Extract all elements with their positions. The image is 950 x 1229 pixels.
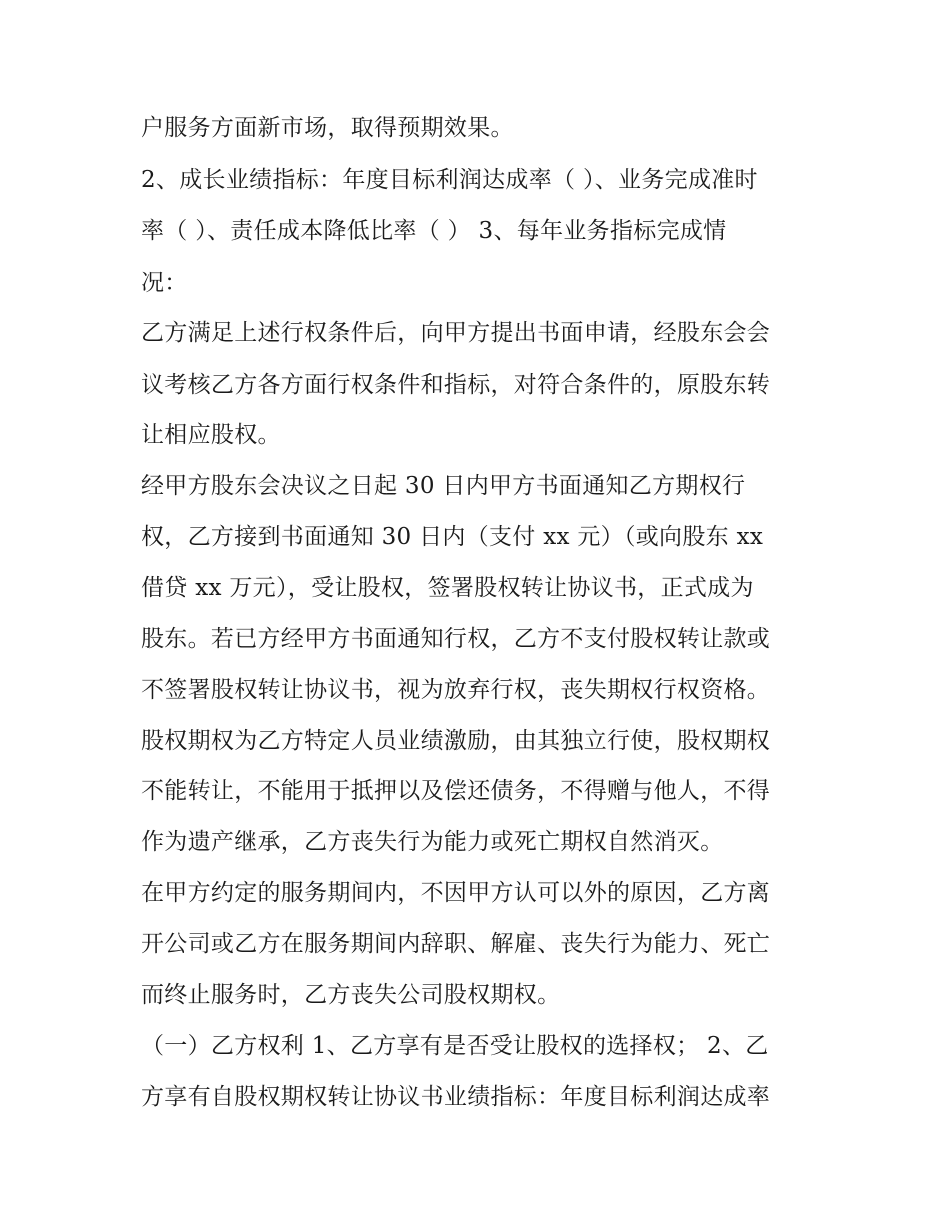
text-line: 让相应股权。 bbox=[141, 422, 281, 448]
text-line: 户服务方面新市场，取得预期效果。 bbox=[141, 115, 514, 141]
text-line: 借贷 xx 万元），受让股权，签署股权转让协议书，正式成为 bbox=[141, 575, 754, 601]
text-line: 在甲方约定的服务期间内，不因甲方认可以外的原因，乙方离 bbox=[141, 880, 771, 906]
text-line: 作为遗产继承，乙方丧失行为能力或死亡期权自然消灭。 bbox=[141, 829, 724, 855]
text-line: 率（ ）、责任成本降低比率（ ） 3、每年业务指标完成情 bbox=[141, 218, 727, 244]
text-line: 而终止服务时，乙方丧失公司股权期权。 bbox=[141, 982, 561, 1008]
text-line: （一）乙方权利 1、乙方享有是否受让股权的选择权； 2、乙 bbox=[141, 1033, 769, 1059]
text-line: 股权期权为乙方特定人员业绩激励，由其独立行使，股权期权 bbox=[141, 728, 771, 754]
text-line: 经甲方股东会决议之日起 30 日内甲方书面通知乙方期权行 bbox=[141, 473, 746, 499]
text-line: 不能转让，不能用于抵押以及偿还债务，不得赠与他人，不得 bbox=[141, 778, 771, 804]
text-line: 方享有自股权期权转让协议书业绩指标：年度目标利润达成率 bbox=[141, 1084, 771, 1110]
text-line: 况： bbox=[141, 270, 188, 296]
text-line: 开公司或乙方在服务期间内辞职、解雇、丧失行为能力、死亡 bbox=[141, 931, 771, 957]
text-line: 议考核乙方各方面行权条件和指标，对符合条件的，原股东转 bbox=[141, 372, 771, 398]
text-line: 2、成长业绩指标：年度目标利润达成率（ ）、业务完成准时 bbox=[141, 167, 758, 193]
text-line: 乙方满足上述行权条件后，向甲方提出书面申请，经股东会会 bbox=[141, 320, 771, 346]
text-line: 股东。若已方经甲方书面通知行权，乙方不支付股权转让款或 bbox=[141, 626, 771, 652]
text-line: 权，乙方接到书面通知 30 日内（支付 xx 元）（或向股东 xx bbox=[141, 524, 764, 550]
text-line: 不签署股权转让协议书，视为放弃行权，丧失期权行权资格。 bbox=[141, 677, 771, 703]
